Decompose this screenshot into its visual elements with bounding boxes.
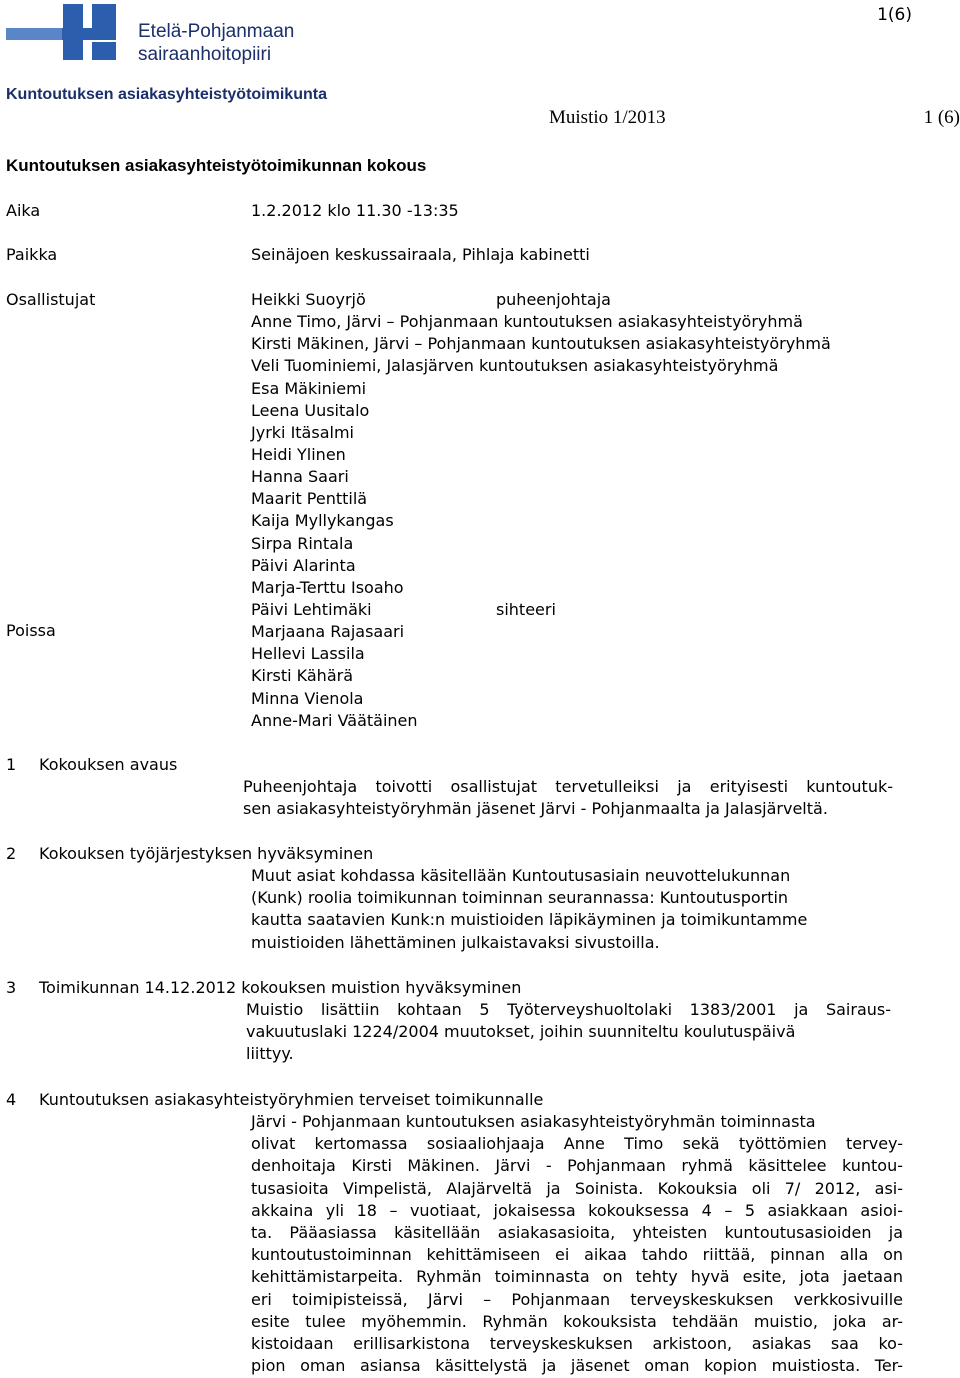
body-line: olivat kertomassa sosiaaliohjaaja Anne Timo sekä työttömien tervey- [251,1134,903,1154]
participant-name: Kaija Myllykangas [251,511,394,531]
section-number: 2 [6,844,17,863]
time-label: Aika [6,201,41,220]
participant-name: Sirpa Rintala [251,533,354,553]
absent-row [251,710,831,732]
absent-row [251,665,831,687]
participant-name: Maarit Penttilä [251,489,368,509]
body-line: eri toimipisteissä, Järvi – Pohjanmaan terveyskeskuksen verkkosivuille [251,1289,903,1309]
body-line: kautta saatavien Kunk:n muistioiden läpikäyminen ja toimikuntamme [251,910,808,930]
body-line: kuntoutustoiminnan kehittämiseen ei aikaa tahdo riittää, pinnan alla on [251,1245,903,1265]
participant-list [251,289,831,732]
participant-name: Esa Mäkiniemi [251,378,367,398]
participant-row [251,577,831,599]
participant-name: Heidi Ylinen [251,444,346,464]
participant-row [251,311,831,333]
participant-row [251,400,831,422]
memo-page-number: 1 (6) [923,107,960,128]
absent-name: Kirsti Kähärä [251,666,353,686]
section-number: 1 [6,755,17,774]
participant-name: Kirsti Mäkinen, Järvi – Pohjanmaan kuntoutuksen asiakasyhteistyöryhmä [251,334,831,354]
organization-name-line2: sairaanhoitopiiri [138,44,272,65]
participant-row [251,444,831,466]
participant-role: puheenjohtaja [496,290,611,309]
absent-row [251,621,831,643]
body-line: Järvi - Pohjanmaan kuntoutuksen asiakasyhteistyöryhmän toiminnasta [251,1112,816,1131]
body-line: sen asiakasyhteistyöryhmän jäsenet Järvi - Pohjanmaalta ja Jalasjärveltä. [243,799,828,819]
section-number: 3 [6,978,17,997]
participant-name: Päivi Alarinta [251,555,356,575]
section-title: Kuntoutuksen asiakasyhteistyöryhmien terveiset toimikunnalle [39,1090,544,1109]
participant-name: Leena Uusitalo [251,400,370,420]
body-line: akkaina yli 18 – vuotiaat, jokaisessa kokouksessa 4 – 5 asiakkaan asioi- [251,1200,903,1220]
participant-row [251,378,831,400]
participant-row [251,510,831,532]
body-line: ta. Pääasiassa käsitellään asiakasasioita, yhteisten kuntoutusasioiden ja [251,1223,903,1243]
participant-row [251,533,831,555]
body-line: vakuutuslaki 1224/2004 muutokset, joihin suunniteltu koulutuspäivä [246,1022,796,1042]
absent-name: Hellevi Lassila [251,644,365,664]
body-line: kehittämistarpeita. Ryhmän toiminnasta on tehty hyvä esite, jota jaetaan [251,1267,903,1287]
participant-name: Hanna Saari [251,467,349,487]
absent-label: Poissa [6,621,56,640]
participant-row [251,599,831,621]
participant-row [251,333,831,355]
participant-name: Heikki Suoyrjö [251,290,366,309]
participants-label: Osallistujat [6,290,96,309]
body-line: pion oman asiansa käsittelystä ja jäsenet oman kopion muistiosta. Ter- [251,1356,903,1376]
participant-name: Anne Timo, Järvi – Pohjanmaan kuntoutuksen asiakasyhteistyöryhmä [251,312,803,332]
body-line: denhoitaja Kirsti Mäkinen. Järvi - Pohjanmaan ryhmä käsittelee kuntou- [251,1156,903,1176]
participant-row [251,422,831,444]
participant-row [251,488,831,510]
body-line: esite tulee myöhemmin. Ryhmän kokouksista tehdään muistio, joka ar- [251,1311,903,1331]
committee-name: Kuntoutuksen asiakasyhteistyötoimikunta [6,86,327,103]
participant-name: Veli Tuominiemi, Jalasjärven kuntoutuksen asiakasyhteistyöryhmä [251,356,779,376]
section-body [251,1111,903,1377]
organization-name [138,20,294,66]
section-body [246,999,891,1066]
section-title: Kokouksen avaus [39,755,178,774]
participant-name: Marja-Terttu Isoaho [251,577,404,597]
body-line: liittyy. [246,1044,294,1064]
organization-logo [6,4,116,60]
absent-name: Marjaana Rajasaari [251,622,405,642]
body-line: (Kunk) roolia toimikunnan toiminnan seurannassa: Kuntoutusportin [251,888,789,908]
absent-row [251,643,831,665]
place-value: Seinäjoen keskussairaala, Pihlaja kabinetti [251,245,590,264]
section-body [243,776,893,820]
body-line: kistoidaan erillisarkistona terveyskeskuksen arkistoon, asiakas saa ko- [251,1334,903,1354]
participant-name: Päivi Lehtimäki [251,599,372,619]
place-label: Paikka [6,245,58,264]
body-line: tusasioita Vimpelistä, Alajärveltä ja Soinista. Kokouksia oli 7/ 2012, asi- [251,1178,903,1198]
body-line: Puheenjohtaja toivotti osallistujat tervetulleiksi ja erityisesti kuntoutuk- [243,777,893,796]
section-title: Toimikunnan 14.12.2012 kokouksen muistion hyväksyminen [39,978,522,997]
page-counter: 1(6) [877,5,912,25]
participant-row [251,466,831,488]
meeting-title: Kuntoutuksen asiakasyhteistyötoimikunnan kokous [6,156,427,175]
absent-name: Anne-Mari Väätäinen [251,710,418,730]
body-line: Muut asiat kohdassa käsitellään Kuntoutusasiain neuvottelukunnan [251,866,791,885]
memo-title: Muistio 1/2013 [549,107,666,128]
participant-role: sihteeri [496,599,556,619]
participant-row [251,355,831,377]
participant-row [251,555,831,577]
section-body [251,865,891,954]
participant-row [251,289,831,311]
body-line: muistioiden lähettäminen julkaistavaksi sivustoilla. [251,932,660,952]
organization-name-line1: Etelä-Pohjanmaan [138,21,295,42]
absent-name: Minna Vienola [251,688,364,708]
participant-name: Jyrki Itäsalmi [251,422,354,442]
time-value: 1.2.2012 klo 11.30 -13:35 [251,201,459,220]
section-number: 4 [6,1090,17,1109]
section-title: Kokouksen työjärjestyksen hyväksyminen [39,844,374,863]
body-line: Muistio lisättiin kohtaan 5 Työterveyshuoltolaki 1383/2001 ja Sairaus- [246,1000,891,1019]
absent-row [251,688,831,710]
